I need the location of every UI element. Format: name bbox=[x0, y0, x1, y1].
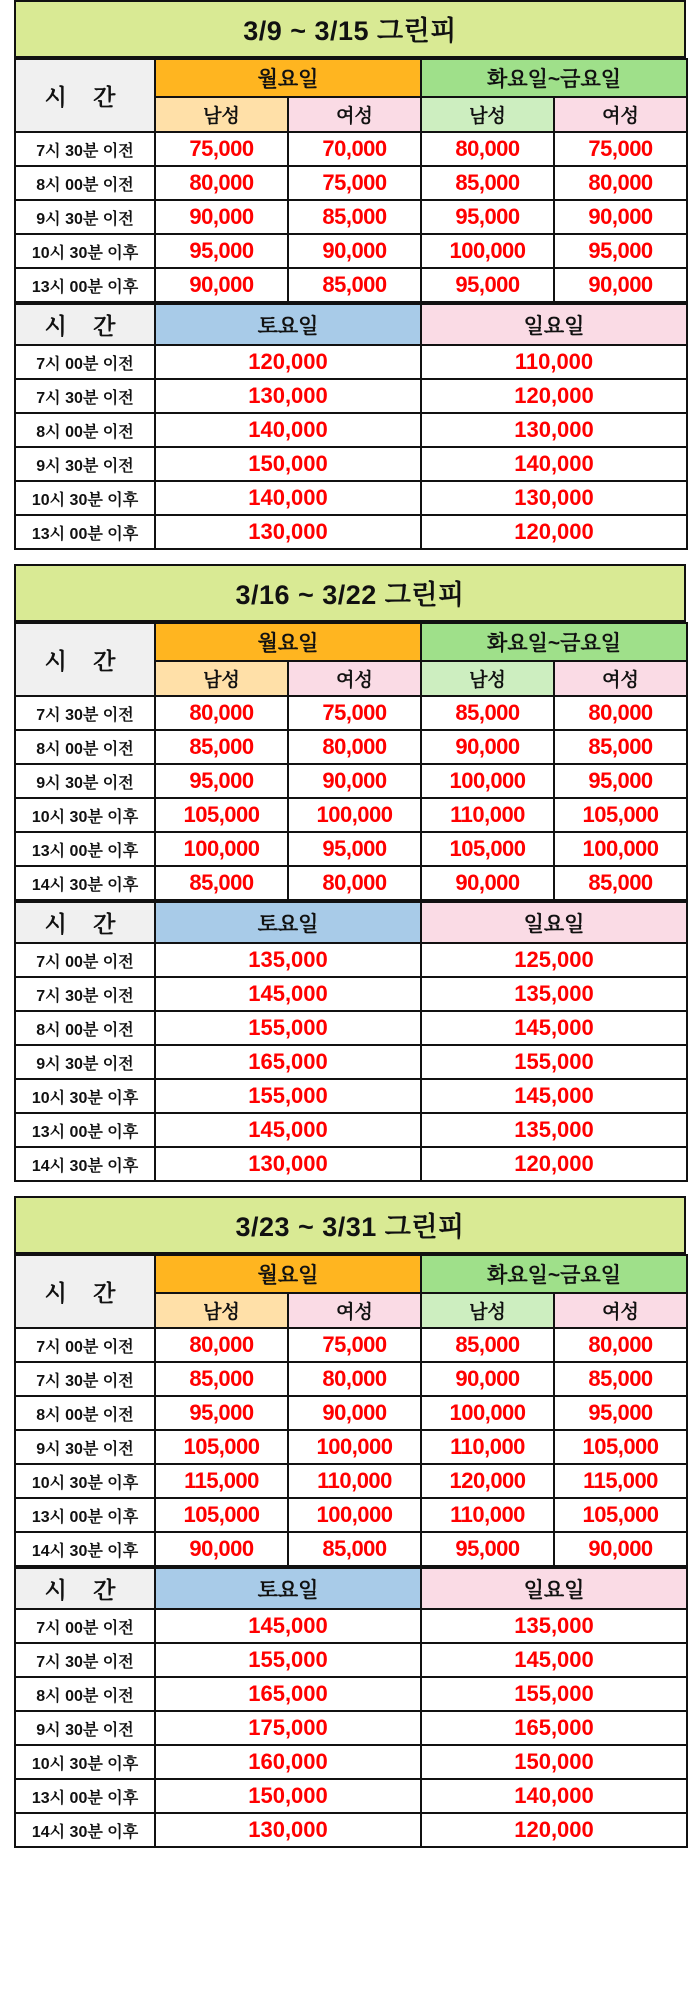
table-row bbox=[15, 1498, 687, 1532]
time-label: 9시 30분 이전 bbox=[15, 447, 155, 481]
price-cell: 130,000 bbox=[155, 515, 421, 549]
price-cell: 140,000 bbox=[155, 481, 421, 515]
price-cell: 90,000 bbox=[421, 866, 554, 900]
price-cell: 100,000 bbox=[288, 1498, 421, 1532]
price-cell: 85,000 bbox=[288, 200, 421, 234]
price-cell: 75,000 bbox=[155, 132, 288, 166]
time-label: 14시 30분 이후 bbox=[15, 1813, 155, 1847]
price-cell: 95,000 bbox=[288, 832, 421, 866]
price-cell: 100,000 bbox=[421, 1396, 554, 1430]
price-cell: 160,000 bbox=[155, 1745, 421, 1779]
price-cell: 110,000 bbox=[421, 1430, 554, 1464]
price-cell: 90,000 bbox=[554, 200, 687, 234]
time-label: 7시 30분 이전 bbox=[15, 379, 155, 413]
table-row bbox=[15, 1045, 687, 1079]
table-row bbox=[15, 268, 687, 302]
time-label: 7시 30분 이전 bbox=[15, 1362, 155, 1396]
header-saturday: 토요일 bbox=[155, 304, 421, 345]
price-cell: 175,000 bbox=[155, 1711, 421, 1745]
header-time: 시 간 bbox=[15, 902, 155, 943]
rate-section bbox=[0, 564, 700, 1196]
table-row bbox=[15, 234, 687, 268]
table-row bbox=[15, 1609, 687, 1643]
time-label: 8시 00분 이전 bbox=[15, 413, 155, 447]
price-cell: 115,000 bbox=[155, 1464, 288, 1498]
price-cell: 140,000 bbox=[155, 413, 421, 447]
price-cell: 75,000 bbox=[288, 166, 421, 200]
table-row bbox=[15, 1430, 687, 1464]
price-cell: 95,000 bbox=[421, 1532, 554, 1566]
price-cell: 90,000 bbox=[421, 730, 554, 764]
time-label: 7시 30분 이전 bbox=[15, 132, 155, 166]
weekend-rate-table bbox=[14, 1567, 688, 1848]
time-label: 9시 30분 이전 bbox=[15, 200, 155, 234]
header-monday-male: 남성 bbox=[155, 661, 288, 696]
table-header-row bbox=[15, 304, 687, 345]
header-tue-fri: 화요일~금요일 bbox=[421, 623, 687, 661]
table-row bbox=[15, 1532, 687, 1566]
price-cell: 105,000 bbox=[155, 1430, 288, 1464]
price-cell: 80,000 bbox=[288, 866, 421, 900]
time-label: 7시 00분 이전 bbox=[15, 943, 155, 977]
header-time: 시 간 bbox=[15, 59, 155, 132]
price-cell: 100,000 bbox=[288, 798, 421, 832]
price-cell: 145,000 bbox=[421, 1079, 687, 1113]
header-tuefri-male: 남성 bbox=[421, 97, 554, 132]
time-label: 10시 30분 이후 bbox=[15, 1745, 155, 1779]
price-cell: 135,000 bbox=[421, 977, 687, 1011]
header-monday-female: 여성 bbox=[288, 97, 421, 132]
price-cell: 95,000 bbox=[155, 1396, 288, 1430]
price-cell: 130,000 bbox=[155, 1813, 421, 1847]
table-row bbox=[15, 379, 687, 413]
weekday-rate-table bbox=[14, 1254, 688, 1567]
price-cell: 105,000 bbox=[421, 832, 554, 866]
price-cell: 150,000 bbox=[155, 1779, 421, 1813]
price-cell: 155,000 bbox=[155, 1079, 421, 1113]
table-row bbox=[15, 166, 687, 200]
time-label: 8시 00분 이전 bbox=[15, 1011, 155, 1045]
table-header-row bbox=[15, 1255, 687, 1293]
price-cell: 120,000 bbox=[421, 1147, 687, 1181]
time-label: 14시 30분 이후 bbox=[15, 1532, 155, 1566]
price-cell: 130,000 bbox=[421, 481, 687, 515]
header-time: 시 간 bbox=[15, 304, 155, 345]
section-title: 3/9 ~ 3/15 그린피 bbox=[14, 0, 686, 58]
price-cell: 130,000 bbox=[421, 413, 687, 447]
price-cell: 95,000 bbox=[421, 268, 554, 302]
header-time: 시 간 bbox=[15, 623, 155, 696]
table-header-row bbox=[15, 902, 687, 943]
price-cell: 155,000 bbox=[155, 1011, 421, 1045]
price-cell: 150,000 bbox=[155, 447, 421, 481]
section-title: 3/23 ~ 3/31 그린피 bbox=[14, 1196, 686, 1254]
price-cell: 110,000 bbox=[421, 798, 554, 832]
price-cell: 140,000 bbox=[421, 447, 687, 481]
table-row bbox=[15, 1711, 687, 1745]
table-header-row bbox=[15, 623, 687, 661]
weekday-rate-table bbox=[14, 622, 688, 901]
time-label: 13시 00분 이후 bbox=[15, 1498, 155, 1532]
header-tuefri-female: 여성 bbox=[554, 97, 687, 132]
table-row bbox=[15, 764, 687, 798]
table-row bbox=[15, 730, 687, 764]
table-row bbox=[15, 1079, 687, 1113]
price-cell: 140,000 bbox=[421, 1779, 687, 1813]
price-cell: 145,000 bbox=[155, 977, 421, 1011]
time-label: 7시 30분 이전 bbox=[15, 977, 155, 1011]
header-sunday: 일요일 bbox=[421, 304, 687, 345]
price-cell: 155,000 bbox=[421, 1045, 687, 1079]
price-cell: 95,000 bbox=[554, 234, 687, 268]
price-cell: 120,000 bbox=[421, 515, 687, 549]
time-label: 8시 00분 이전 bbox=[15, 730, 155, 764]
price-cell: 95,000 bbox=[554, 764, 687, 798]
price-cell: 100,000 bbox=[554, 832, 687, 866]
table-row bbox=[15, 866, 687, 900]
time-label: 13시 00분 이후 bbox=[15, 1113, 155, 1147]
table-row bbox=[15, 1813, 687, 1847]
price-cell: 85,000 bbox=[421, 166, 554, 200]
price-cell: 85,000 bbox=[155, 730, 288, 764]
price-cell: 145,000 bbox=[421, 1011, 687, 1045]
header-tuefri-female: 여성 bbox=[554, 1293, 687, 1328]
price-cell: 155,000 bbox=[421, 1677, 687, 1711]
time-label: 8시 00분 이전 bbox=[15, 1677, 155, 1711]
price-cell: 130,000 bbox=[155, 1147, 421, 1181]
price-cell: 120,000 bbox=[421, 1464, 554, 1498]
price-cell: 80,000 bbox=[421, 132, 554, 166]
time-label: 10시 30분 이후 bbox=[15, 1464, 155, 1498]
price-cell: 90,000 bbox=[288, 1396, 421, 1430]
price-cell: 85,000 bbox=[554, 730, 687, 764]
header-monday: 월요일 bbox=[155, 1255, 421, 1293]
header-tue-fri: 화요일~금요일 bbox=[421, 1255, 687, 1293]
time-label: 13시 00분 이후 bbox=[15, 1779, 155, 1813]
time-label: 13시 00분 이후 bbox=[15, 515, 155, 549]
price-cell: 145,000 bbox=[155, 1609, 421, 1643]
rate-section bbox=[0, 0, 700, 564]
price-cell: 145,000 bbox=[155, 1113, 421, 1147]
price-cell: 80,000 bbox=[288, 1362, 421, 1396]
time-label: 10시 30분 이후 bbox=[15, 234, 155, 268]
table-row bbox=[15, 696, 687, 730]
price-cell: 165,000 bbox=[421, 1711, 687, 1745]
table-row bbox=[15, 345, 687, 379]
table-row bbox=[15, 447, 687, 481]
price-cell: 105,000 bbox=[554, 1498, 687, 1532]
time-label: 9시 30분 이전 bbox=[15, 1711, 155, 1745]
table-header-row bbox=[15, 1568, 687, 1609]
price-cell: 95,000 bbox=[554, 1396, 687, 1430]
price-cell: 85,000 bbox=[421, 696, 554, 730]
table-row bbox=[15, 798, 687, 832]
header-tuefri-male: 남성 bbox=[421, 1293, 554, 1328]
table-row bbox=[15, 1147, 687, 1181]
price-cell: 120,000 bbox=[421, 1813, 687, 1847]
header-tuefri-male: 남성 bbox=[421, 661, 554, 696]
table-row bbox=[15, 1011, 687, 1045]
header-time: 시 간 bbox=[15, 1255, 155, 1328]
table-row bbox=[15, 977, 687, 1011]
price-cell: 130,000 bbox=[155, 379, 421, 413]
price-cell: 120,000 bbox=[421, 379, 687, 413]
header-monday: 월요일 bbox=[155, 623, 421, 661]
price-cell: 75,000 bbox=[554, 132, 687, 166]
price-cell: 80,000 bbox=[554, 1328, 687, 1362]
header-sunday: 일요일 bbox=[421, 902, 687, 943]
table-row bbox=[15, 1328, 687, 1362]
time-label: 14시 30분 이후 bbox=[15, 1147, 155, 1181]
table-row bbox=[15, 515, 687, 549]
price-cell: 145,000 bbox=[421, 1643, 687, 1677]
table-row bbox=[15, 1677, 687, 1711]
price-cell: 100,000 bbox=[421, 764, 554, 798]
table-row bbox=[15, 943, 687, 977]
table-row bbox=[15, 1362, 687, 1396]
header-monday: 월요일 bbox=[155, 59, 421, 97]
price-cell: 135,000 bbox=[421, 1609, 687, 1643]
table-row bbox=[15, 1113, 687, 1147]
time-label: 8시 00분 이전 bbox=[15, 166, 155, 200]
price-cell: 105,000 bbox=[554, 798, 687, 832]
time-label: 7시 00분 이전 bbox=[15, 1609, 155, 1643]
price-cell: 90,000 bbox=[288, 764, 421, 798]
price-cell: 95,000 bbox=[421, 200, 554, 234]
price-cell: 150,000 bbox=[421, 1745, 687, 1779]
price-cell: 80,000 bbox=[554, 696, 687, 730]
price-cell: 80,000 bbox=[155, 1328, 288, 1362]
header-tue-fri: 화요일~금요일 bbox=[421, 59, 687, 97]
table-row bbox=[15, 1643, 687, 1677]
time-label: 9시 30분 이전 bbox=[15, 764, 155, 798]
price-cell: 85,000 bbox=[288, 268, 421, 302]
price-cell: 105,000 bbox=[155, 798, 288, 832]
price-cell: 70,000 bbox=[288, 132, 421, 166]
price-cell: 100,000 bbox=[288, 1430, 421, 1464]
time-label: 9시 30분 이전 bbox=[15, 1045, 155, 1079]
price-cell: 90,000 bbox=[288, 234, 421, 268]
table-header-row bbox=[15, 59, 687, 97]
table-row bbox=[15, 1779, 687, 1813]
time-label: 7시 30분 이전 bbox=[15, 696, 155, 730]
price-cell: 105,000 bbox=[155, 1498, 288, 1532]
table-row bbox=[15, 832, 687, 866]
time-label: 7시 00분 이전 bbox=[15, 1328, 155, 1362]
price-cell: 110,000 bbox=[421, 345, 687, 379]
section-title: 3/16 ~ 3/22 그린피 bbox=[14, 564, 686, 622]
header-monday-male: 남성 bbox=[155, 1293, 288, 1328]
time-label: 14시 30분 이후 bbox=[15, 866, 155, 900]
price-cell: 165,000 bbox=[155, 1045, 421, 1079]
price-cell: 110,000 bbox=[288, 1464, 421, 1498]
price-cell: 120,000 bbox=[155, 345, 421, 379]
header-monday-male: 남성 bbox=[155, 97, 288, 132]
price-cell: 100,000 bbox=[155, 832, 288, 866]
table-row bbox=[15, 413, 687, 447]
price-cell: 80,000 bbox=[155, 166, 288, 200]
price-cell: 85,000 bbox=[288, 1532, 421, 1566]
table-row bbox=[15, 132, 687, 166]
header-tuefri-female: 여성 bbox=[554, 661, 687, 696]
price-cell: 105,000 bbox=[554, 1430, 687, 1464]
table-row bbox=[15, 481, 687, 515]
price-cell: 95,000 bbox=[155, 234, 288, 268]
price-cell: 90,000 bbox=[155, 1532, 288, 1566]
time-label: 10시 30분 이후 bbox=[15, 798, 155, 832]
price-cell: 115,000 bbox=[554, 1464, 687, 1498]
time-label: 10시 30분 이후 bbox=[15, 1079, 155, 1113]
price-cell: 80,000 bbox=[288, 730, 421, 764]
header-saturday: 토요일 bbox=[155, 902, 421, 943]
time-label: 13시 00분 이후 bbox=[15, 268, 155, 302]
table-row bbox=[15, 1396, 687, 1430]
header-time: 시 간 bbox=[15, 1568, 155, 1609]
time-label: 9시 30분 이전 bbox=[15, 1430, 155, 1464]
weekend-rate-table bbox=[14, 303, 688, 550]
header-sunday: 일요일 bbox=[421, 1568, 687, 1609]
price-cell: 85,000 bbox=[554, 1362, 687, 1396]
price-cell: 90,000 bbox=[421, 1362, 554, 1396]
price-cell: 90,000 bbox=[155, 200, 288, 234]
price-cell: 135,000 bbox=[155, 943, 421, 977]
price-cell: 155,000 bbox=[155, 1643, 421, 1677]
price-cell: 85,000 bbox=[155, 866, 288, 900]
price-cell: 90,000 bbox=[554, 268, 687, 302]
price-cell: 125,000 bbox=[421, 943, 687, 977]
header-monday-female: 여성 bbox=[288, 1293, 421, 1328]
rate-section bbox=[0, 1196, 700, 1862]
price-cell: 80,000 bbox=[155, 696, 288, 730]
price-cell: 110,000 bbox=[421, 1498, 554, 1532]
price-cell: 85,000 bbox=[554, 866, 687, 900]
time-label: 7시 30분 이전 bbox=[15, 1643, 155, 1677]
price-cell: 75,000 bbox=[288, 1328, 421, 1362]
price-cell: 85,000 bbox=[421, 1328, 554, 1362]
table-row bbox=[15, 1745, 687, 1779]
price-cell: 80,000 bbox=[554, 166, 687, 200]
price-cell: 85,000 bbox=[155, 1362, 288, 1396]
price-cell: 90,000 bbox=[155, 268, 288, 302]
price-cell: 135,000 bbox=[421, 1113, 687, 1147]
price-cell: 90,000 bbox=[554, 1532, 687, 1566]
price-cell: 165,000 bbox=[155, 1677, 421, 1711]
time-label: 8시 00분 이전 bbox=[15, 1396, 155, 1430]
weekend-rate-table bbox=[14, 901, 688, 1182]
price-cell: 75,000 bbox=[288, 696, 421, 730]
price-cell: 95,000 bbox=[155, 764, 288, 798]
price-cell: 100,000 bbox=[421, 234, 554, 268]
weekday-rate-table bbox=[14, 58, 688, 303]
header-saturday: 토요일 bbox=[155, 1568, 421, 1609]
time-label: 10시 30분 이후 bbox=[15, 481, 155, 515]
header-monday-female: 여성 bbox=[288, 661, 421, 696]
time-label: 13시 00분 이후 bbox=[15, 832, 155, 866]
time-label: 7시 00분 이전 bbox=[15, 345, 155, 379]
table-row bbox=[15, 200, 687, 234]
table-row bbox=[15, 1464, 687, 1498]
